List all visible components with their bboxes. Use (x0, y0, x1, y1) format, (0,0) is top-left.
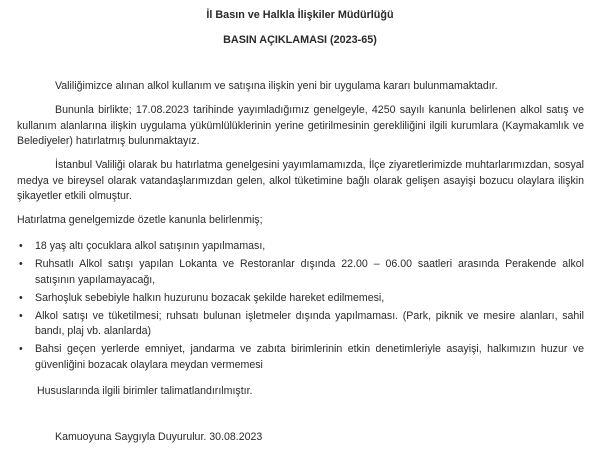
list-item-text: Sarhoşluk sebebiyle halkın huzurunu bozacak şekilde hareket edilmemesi, (35, 291, 385, 304)
bullet-icon: • (19, 309, 23, 322)
list-item (17, 342, 584, 373)
paragraph-3: İstanbul Valiliği olarak bu hatırlatma genelgesini yayımlamamızda, İlçe ziyaretlerimizde muhtarlarımızdan, sosyal medya ve bireysel olarak vatandaşlarımızdan gelen, alkol tüketimine bağlı olarak gelişen asayişi bozucu olaylara ilişkin şikayetler etkili olmuştur. (17, 159, 584, 202)
paragraph-4: Hatırlatma genelgemizde özetle kanunla belirlenmiş; (17, 214, 263, 226)
paragraph-2: Bununla birlikte; 17.08.2023 tarihinde yayımladığımız genelgeyle, 4250 sayılı kanunla belirlenen alkol satış ve kullanım alanlarına ilişkin uygulama yükümlülüklerinin yerine getirilmesinin gerekliliğini ilgili kurumlara (Kaymakamlık ve Belediyeler) hatırlatmış bulunmaktayız. (17, 104, 584, 147)
list-item (17, 291, 584, 307)
organization-heading: İl Basın ve Halkla İlişkiler Müdürlüğü (206, 9, 394, 21)
closing-line: Kamuoyuna Saygıyla Duyurulur. 30.08.2023 (55, 431, 263, 443)
list-item-text: Bahsi geçen yerlerde emniyet, jandarma ve zabıta birimlerinin etkin denetimleriyle asayişi, halkımızın huzur ve güvenliğini bozacak olaylara meydan vermemesi (35, 343, 584, 371)
list-item (17, 257, 584, 288)
paragraph-5: Hususlarında ilgili birimler talimatlandırılmıştır. (37, 385, 253, 397)
bullet-icon: • (19, 343, 23, 355)
list-item (17, 239, 584, 255)
bullet-icon: • (19, 291, 23, 304)
document-title: BASIN AÇIKLAMASI (2023-65) (223, 34, 377, 46)
list-item-text: Ruhsatlı Alkol satışı yapılan Lokanta ve Restoranlar dışında 22.00 – 06.00 saatleri arasında Perakende alkol satışının yapılamayacağı, (35, 258, 584, 286)
bullet-icon: • (19, 240, 23, 252)
bullet-list (17, 239, 584, 376)
bullet-icon: • (19, 258, 23, 270)
paragraph-1: Valiliğimizce alınan alkol kullanım ve satışına ilişkin yeni bir uygulama kararı bulunmamaktadır. (55, 80, 498, 92)
list-item-text: Alkol satışı ve tüketilmesi; ruhsatı bulunan işletmeler dışında yapılmaması. (Park, piknik ve mesire alanları, sahil bandı, plaj vb. alanlarda) (35, 309, 584, 337)
list-item (17, 309, 584, 340)
list-item-text: 18 yaş altı çocuklara alkol satışının yapılmaması, (35, 240, 266, 252)
